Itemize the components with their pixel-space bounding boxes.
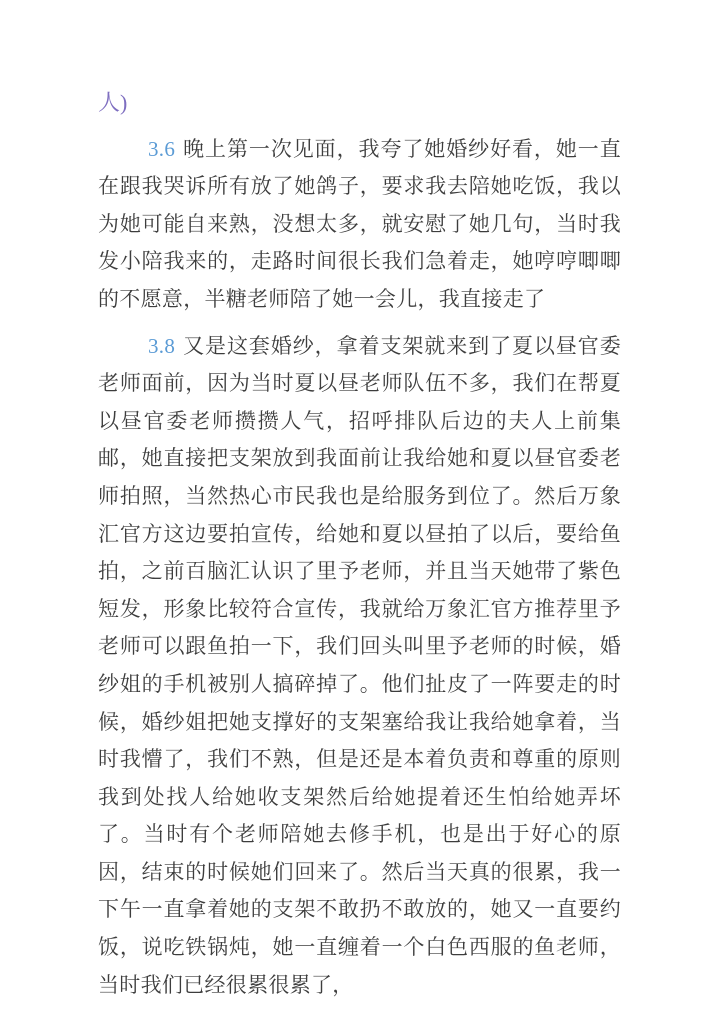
date-marker: 3.6 — [148, 136, 176, 161]
paragraph-text: 又是这套婚纱，拿着支架就来到了夏以昼官委老师面前，因为当时夏以昼老师队伍不多，我们在帮夏以昼官委老师攒攒人气，招呼排队后边的夫人上前集邮，她直接把支架放到我面前让我给她和夏以昼官委老师拍照，当然热心市民我也是给服务到位了。然后万象汇官方这边要拍宣传，给她和夏以昼拍了以后，要给鱼拍，之前百脑汇认识了里予老师，并且当天她带了紫色短发，形象比较符合宣传，我就给万象汇官方推荐里予老师可以跟鱼拍一下，我们回头叫里予老师的时候，婚纱姐的手机被别人搞碎掉了。他们扯皮了一阵要走的时候，婚纱姐把她支撑好的支架塞给我让我给她拿着，当时我懵了，我们不熟，但是还是本着负责和尊重的原则我到处找人给她收支架然后给她提着还生怕给她弄坏了。当时有个老师陪她去修手机，也是出于好心的原因，结束的时候她们回来了。然后当天真的很累，我一下午一直拿着她的支架不敢扔不敢放的，她又一直要约饭，说吃铁锅炖，她一直缠着一个白色西服的鱼老师，当时我们已经很累很累了， — [98, 333, 621, 997]
paragraph — [98, 328, 621, 1005]
paragraph-list — [98, 131, 621, 1005]
paragraph-fragment: 人) — [98, 90, 128, 115]
paragraph — [98, 131, 621, 319]
paragraph-text: 晚上第一次见面，我夸了她婚纱好看，她一直在跟我哭诉所有放了她鸽子，要求我去陪她吃饭，我以为她可能自来熟，没想太多，就安慰了她几句，当时我发小陪我来的，走路时间很长我们急着走，她哼哼唧唧的不愿意，半糖老师陪了她一会儿，我直接走了 — [98, 136, 621, 311]
document-content — [98, 84, 621, 1004]
date-marker: 3.8 — [148, 333, 176, 358]
